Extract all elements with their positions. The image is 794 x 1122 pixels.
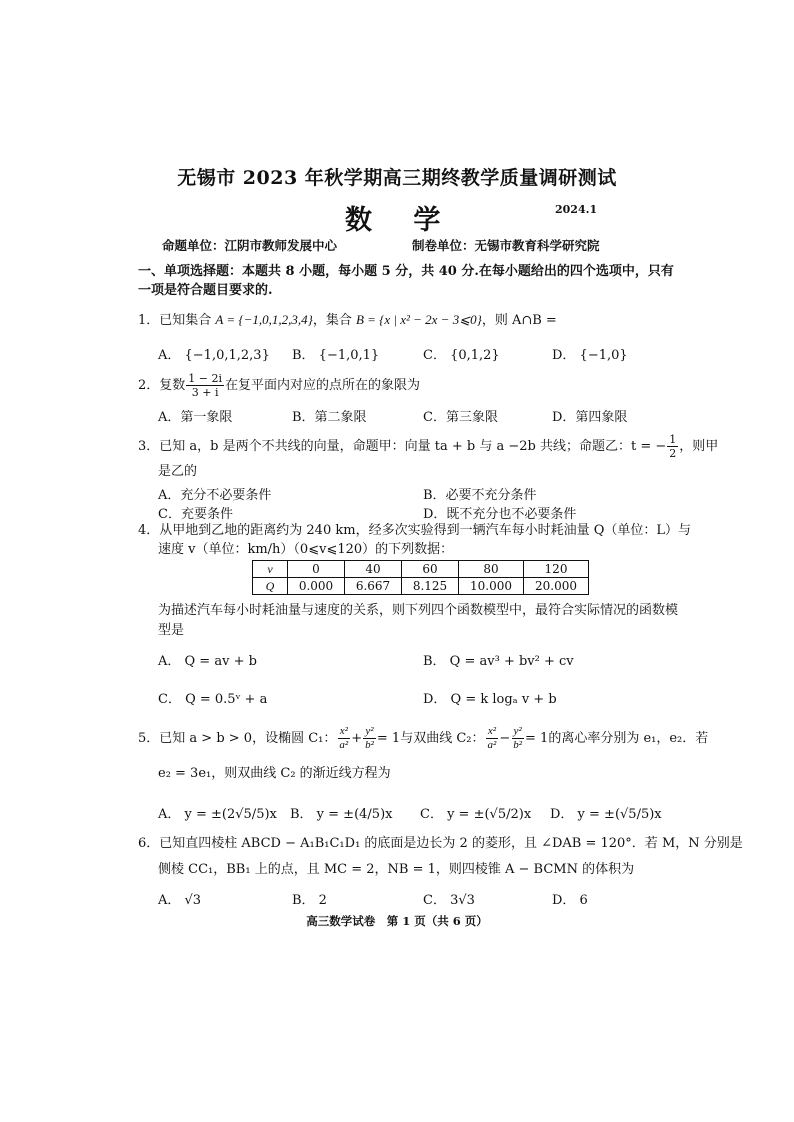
table-cell: Q <box>253 578 288 595</box>
q5-option-b: B． y = ±(4/5)x <box>290 807 393 822</box>
q5-option-a: A． y = ±(2√5/5)x <box>158 807 277 822</box>
table-cell: 6.667 <box>345 578 402 595</box>
question-1 <box>138 311 557 330</box>
q6-line1: 已知直四棱柱 ABCD − A₁B₁C₁D₁ 的底面是边长为 2 的菱形，且 ∠DAB = 120°．若 M，N 分别是 <box>159 836 743 851</box>
q2-pre: 复数 <box>159 378 186 393</box>
q2-frac-num: 1 − 2i <box>188 372 223 385</box>
q4-data-table <box>252 560 589 595</box>
q2-option-d: D．第四象限 <box>552 410 628 425</box>
q2-option-a: A．第一象限 <box>158 410 233 425</box>
table-cell: v <box>253 561 288 578</box>
q3-frac-den: 2 <box>669 447 677 460</box>
q1-text-b: ，集合 <box>312 313 356 328</box>
question-5: 5．已知 a > b > 0，设椭圆 C₁： $\frac{\text{x²}}{\text{a²}}$ + $\frac{\text{y²}}{\text{b²}}$ = 1与双曲线 C₂： $\frac{\text{x²}}{\text{a²}}$ − $\frac{\text{y²}}{\text{b²}}$ = 1的离心率分别为 e₁，e₂．若 <box>138 725 709 751</box>
question-6 <box>138 835 743 853</box>
q3-option-a: A．充分不必要条件 <box>158 488 272 503</box>
table-row <box>253 578 589 595</box>
section-heading: 一、单项选择题：本题共 8 小题，每小题 5 分，共 40 分.在每小题给出的四个选项中，只有一项是符合题目要求的. <box>138 264 674 298</box>
q3-option-b: B．必要不充分条件 <box>423 488 537 503</box>
q6-line2: 侧棱 CC₁，BB₁ 上的点，且 MC = 2，NB = 1，则四棱锥 A − BCMN 的体积为 <box>158 862 635 877</box>
q2-option-b: B．第二象限 <box>292 410 367 425</box>
q1-set-a: A = {−1,0,1,2,3,4} <box>215 312 313 327</box>
subject-title: 数 学 <box>345 205 457 236</box>
q4-line2: 速度 v（单位：km/h）（0⩽v⩽120）的下列数据： <box>158 542 454 557</box>
q2-fraction <box>186 372 224 399</box>
hyperbola-term-x: $\frac{\text{x²}}{\text{a²}}$ <box>487 725 497 751</box>
question-3 <box>138 433 718 460</box>
q6-option-b: B． 2 <box>292 893 327 908</box>
exam-date: 2024.1 <box>555 203 598 216</box>
hyperbola-term-y: $\frac{\text{y²}}{\text{b²}}$ <box>513 725 523 751</box>
producer-unit: 制卷单位：无锡市教育科学研究院 <box>412 238 600 253</box>
q5-text-c: = 1的离心率分别为 e₁，e₂．若 <box>525 731 709 746</box>
page-footer: 高三数学试卷 第 1 页（共 6 页） <box>306 914 488 928</box>
q6-option-c: C． 3√3 <box>423 893 475 908</box>
ellipse-term-y: $\frac{\text{y²}}{\text{b²}}$ <box>365 725 374 751</box>
q1-option-b: B． {−1,0,1} <box>292 348 380 363</box>
table-cell: 40 <box>345 561 402 578</box>
q1-option-d: D． {−1,0} <box>552 348 628 363</box>
q4-line3: 为描述汽车每小时耗油量与速度的关系，则下列四个函数模型中，最符合实际情况的函数模 <box>158 603 679 618</box>
q2-option-c: C．第三象限 <box>423 410 498 425</box>
q5-line2: e₂ = 3e₁，则双曲线 C₂ 的渐近线方程为 <box>158 766 391 781</box>
question-2 <box>138 372 420 399</box>
q5-option-c: C． y = ±(√5/2)x <box>420 807 532 822</box>
q3-line1: 已知 a，b 是两个不共线的向量，命题甲：向量 ta + b 与 a −2b 共线；命题乙：t = − <box>159 439 667 454</box>
table-row <box>253 561 589 578</box>
q1-number: 1． <box>138 313 160 328</box>
q5-number: 5． <box>138 731 160 746</box>
table-cell: 60 <box>402 561 459 578</box>
proposer-unit: 命题单位：江阴市教师发展中心 <box>162 238 338 253</box>
q3-option-d: D．既不充分也不必要条件 <box>423 507 577 522</box>
q1-option-c: C． {0,1,2} <box>423 348 500 363</box>
table-cell: 0 <box>288 561 345 578</box>
q3-option-c: C．充要条件 <box>158 507 233 522</box>
q1-text-a: 已知集合 <box>159 313 216 328</box>
ellipse-term-x: $\frac{\text{x²}}{\text{a²}}$ <box>339 725 349 751</box>
q4-option-d: D． Q = k logₐ v + b <box>423 692 557 707</box>
q3-line1-end: ，则甲 <box>679 439 719 454</box>
q5-text-b: = 1与双曲线 C₂： <box>376 731 485 746</box>
table-cell: 80 <box>459 561 524 578</box>
table-cell: 20.000 <box>524 578 589 595</box>
q3-fraction <box>667 433 678 460</box>
q4-option-b: B． Q = av³ + bv² + cv <box>423 654 574 669</box>
q2-post: 在复平面内对应的点所在的象限为 <box>225 378 421 393</box>
q3-frac-num: 1 <box>669 433 677 446</box>
q2-frac-den: 3 + i <box>191 386 219 399</box>
q4-option-a: A． Q = av + b <box>158 654 257 669</box>
table-cell: 10.000 <box>459 578 524 595</box>
q1-option-a: A． {−1,0,1,2,3} <box>158 348 270 363</box>
q6-option-d: D． 6 <box>552 893 588 908</box>
q4-line1: 从甲地到乙地的距离约为 240 km，经多次实验得到一辆汽车每小时耗油量 Q（单位：L）与 <box>159 523 691 538</box>
table-cell: 120 <box>524 561 589 578</box>
q4-line4: 型是 <box>158 623 185 638</box>
q6-option-a: A． √3 <box>158 893 202 908</box>
q4-option-c: C． Q = 0.5ᵛ + a <box>158 692 268 707</box>
q5-option-d: D． y = ±(√5/5)x <box>550 807 662 822</box>
q3-line2: 是乙的 <box>158 464 198 479</box>
q3-number: 3． <box>138 439 160 454</box>
q6-number: 6． <box>138 836 160 851</box>
table-cell: 8.125 <box>402 578 459 595</box>
question-4 <box>138 522 691 540</box>
q1-set-b: B = {x | x² − 2x − 3⩽0} <box>355 312 482 327</box>
q2-number: 2． <box>138 378 160 393</box>
page-title: 无锡市 2023 年秋学期高三期终教学质量调研测试 <box>177 167 617 189</box>
table-cell: 0.000 <box>288 578 345 595</box>
q1-text-c: ，则 A∩B = <box>481 313 557 328</box>
q5-text-a: 已知 a > b > 0，设椭圆 C₁： <box>159 731 337 746</box>
q4-number: 4． <box>138 523 160 538</box>
